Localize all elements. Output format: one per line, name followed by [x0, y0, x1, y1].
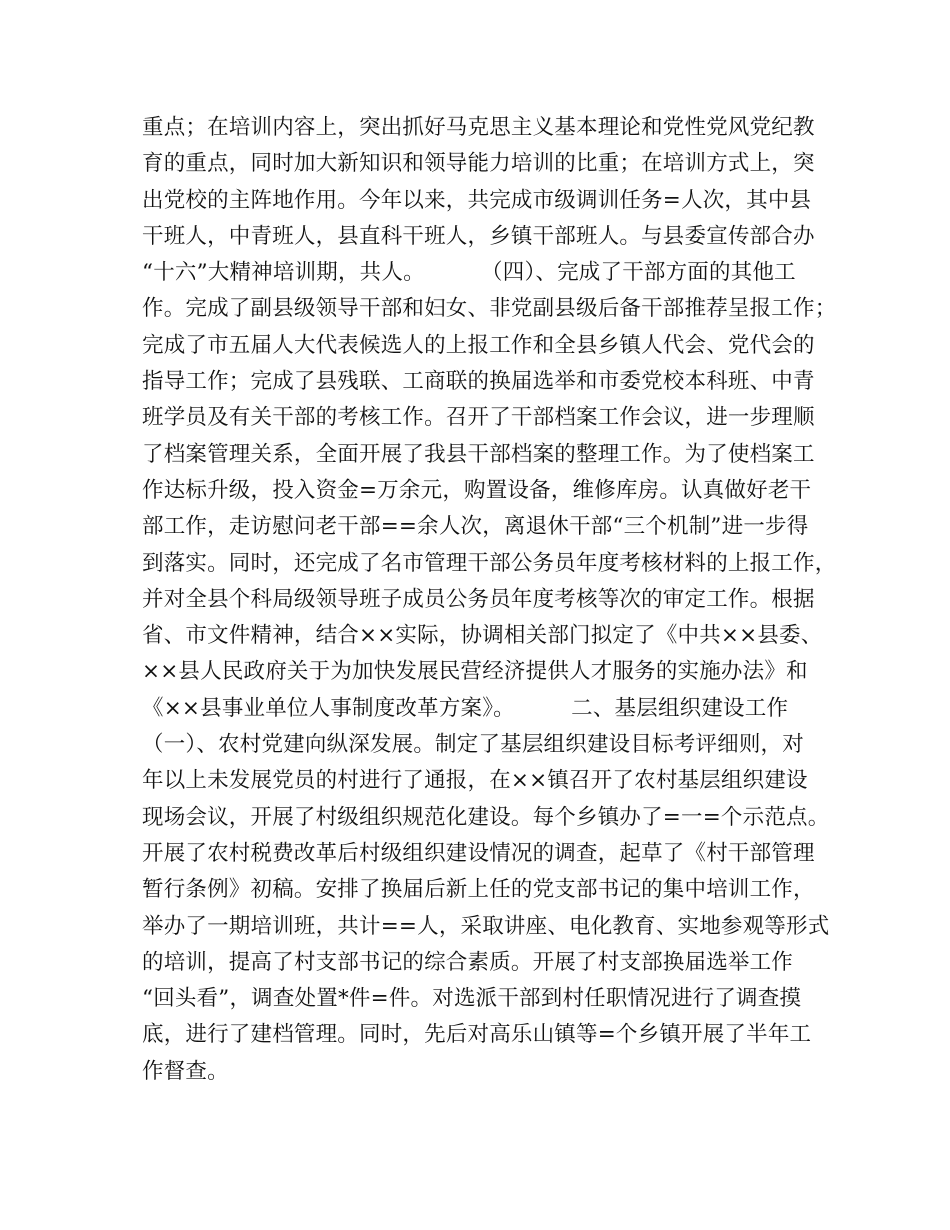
text-line: 作。完成了副县级领导干部和妇女、非党副县级后备干部推荐呈报工作；: [142, 296, 837, 322]
text-line: 作达标升级，投入资金=万余元，购置设备，维修库房。认真做好老干: [142, 477, 812, 503]
text-line: 了档案管理关系，全面开展了我县干部档案的整理工作。为了使档案工: [142, 441, 815, 467]
text-line: 完成了市五届人大代表候选人的上报工作和全县乡镇人代会、党代会的: [142, 332, 815, 358]
text-line: 班学员及有关干部的考核工作。召开了干部档案工作会议，进一步理顺: [142, 405, 815, 431]
text-line: 重点；在培训内容上，突出抓好马克思主义基本理论和党性党风党纪教: [142, 115, 815, 140]
text-line: “十六”大精神培训期，共人。 （四）、完成了干部方面的其他工: [142, 260, 796, 286]
text-line: 到落实。同时，还完成了名市管理干部公务员年度考核材料的上报工作，: [142, 550, 837, 576]
text-line: 现场会议，开展了村级组织规范化建设。每个乡镇办了=一=个示范点。: [142, 804, 830, 830]
text-line: 作督查。: [142, 1058, 229, 1084]
text-line: “回头看”，调查处置*件=件。对选派干部到村任职情况进行了调查摸: [142, 986, 802, 1012]
text-line: 开展了农村税费改革后村级组织建设情况的调查，起草了《村干部管理: [142, 840, 815, 866]
text-line: （一）、农村党建向纵深发展。制定了基层组织建设目标考评细则，对: [142, 732, 804, 758]
text-line: 干班人，中青班人，县直科干班人，乡镇干部班人。与县委宣传部合办: [142, 223, 815, 249]
text-line: ××县人民政府关于为加快发展民营经济提供人才服务的实施办法》和: [142, 659, 808, 685]
text-line: 部工作，走访慰问老干部==余人次，离退休干部“三个机制”进一步得: [142, 514, 809, 540]
text-line: 举办了一期培训班，共计==人，采取讲座、电化教育、实地参观等形式: [142, 913, 830, 939]
text-line: 的培训，提高了村支部书记的综合素质。开展了村支部换届选举工作: [142, 949, 794, 975]
text-line: 育的重点，同时加大新知识和领导能力培训的比重；在培训方式上，突: [142, 151, 815, 177]
text-line: 底，进行了建档管理。同时，先后对高乐山镇等=个乡镇开展了半年工: [142, 1022, 812, 1048]
text-line: 指导工作；完成了县残联、工商联的换届选举和市委党校本科班、中青: [142, 369, 815, 395]
text-line: 暂行条例》初稿。安排了换届后新上任的党支部书记的集中培训工作，: [142, 877, 815, 903]
body-text: [142, 110, 837, 1090]
text-line: 年以上未发展党员的村进行了通报，在××镇召开了农村基层组织建设: [142, 768, 808, 794]
text-line: 出党校的主阵地作用。今年以来，共完成市级调训任务=人次，其中县: [142, 187, 812, 213]
text-line: 省、市文件精神，结合××实际，协调相关部门拟定了《中共××县委、: [142, 623, 823, 649]
text-line: 并对全县个科局级领导班子成员公务员年度考核等次的审定工作。根据: [142, 586, 815, 612]
text-line: 《××县事业单位人事制度改革方案》。 二、基层组织建设工作: [142, 695, 789, 721]
